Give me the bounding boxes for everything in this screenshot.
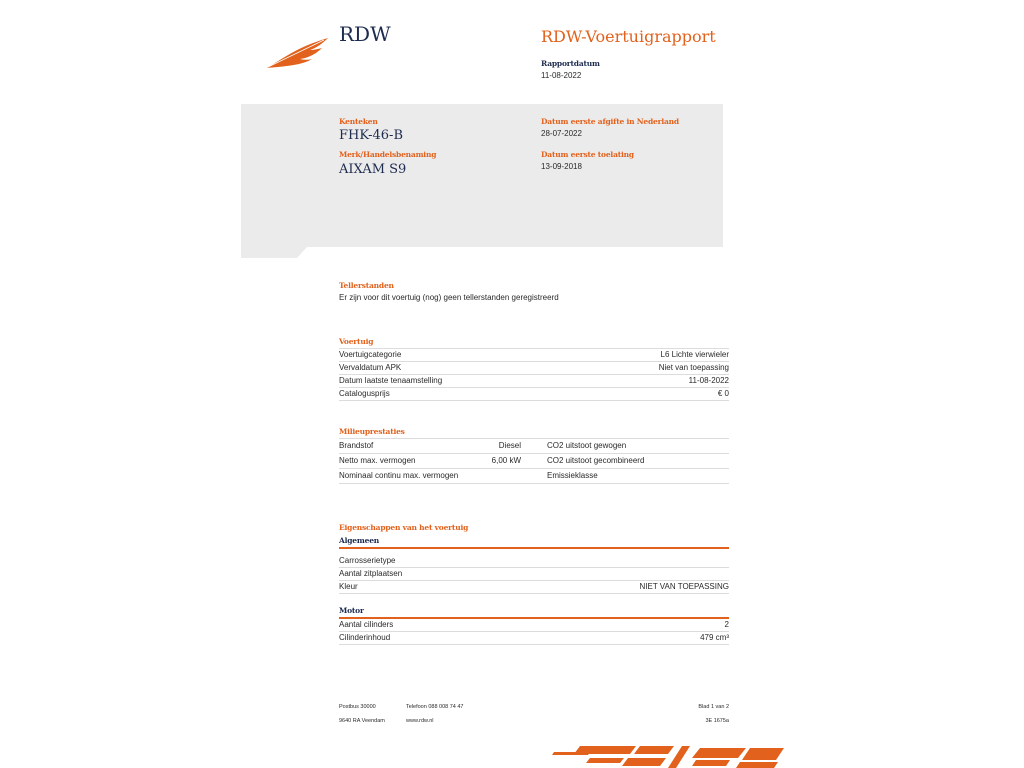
environment-row [339,454,729,469]
general-rule [339,547,729,549]
general-row [339,555,729,568]
footer-address-line1: Postbus 30000 [339,704,376,710]
environment-title: Milieuprestaties [339,427,405,436]
plate-value: FHK-46-B [339,128,404,143]
general-row-label: Carrosserietype [339,556,396,565]
general-row-label: Aantal zitplaatsen [339,569,403,578]
vehicle-row [339,362,729,375]
odometer-title: Tellerstanden [339,281,394,290]
general-subtitle: Algemeen [339,536,380,545]
footer-phone: Telefoon 088 008 74 47 [406,704,464,710]
motor-row-value: 2 [724,620,729,629]
first-admit-value: 13-09-2018 [541,162,582,171]
environment-row [339,469,729,484]
properties-title: Eigenschappen van het voertuig [339,523,469,532]
motor-row [339,619,729,632]
first-admit-label: Datum eerste toelating [541,150,634,159]
report-date: 11-08-2022 [541,71,582,80]
environment-row-label: Nominaal continu max. vermogen [339,471,459,480]
environment-row-label2: CO2 uitstoot gecombineerd [547,456,645,465]
decorative-stripes-icon [550,744,786,768]
vehicle-row-value: € 0 [717,389,729,398]
vehicle-row-label: Catalogusprijs [339,389,390,398]
environment-row-value: 6,00 kW [491,456,521,465]
vehicle-row [339,388,729,401]
environment-row-label: Netto max. vermogen [339,456,416,465]
environment-row-label2: CO2 uitstoot gewogen [547,441,627,450]
vehicle-row-label: Datum laatste tenaamstelling [339,376,443,385]
vehicle-row [339,349,729,362]
summary-panel-background [241,104,723,260]
vehicle-row-value: 11-08-2022 [688,376,729,385]
vehicle-row [339,375,729,388]
motor-row-label: Aantal cilinders [339,620,394,629]
vehicle-title: Voertuig [339,337,374,346]
first-nl-label: Datum eerste afgifte in Nederland [541,117,679,126]
vehicle-row-label: Voertuigcategorie [339,350,402,359]
report-title: RDW-Voertuigrapport [541,27,716,46]
motor-row [339,632,729,645]
report-date-label: Rapportdatum [541,59,600,68]
general-row-value: NIET VAN TOEPASSING [639,582,729,591]
motor-subtitle: Motor [339,606,364,615]
general-row-label: Kleur [339,582,358,591]
vehicle-row-label: Vervaldatum APK [339,363,402,372]
motor-row-value: 479 cm³ [700,633,729,642]
motor-row-label: Cilinderinhoud [339,633,391,642]
environment-row-label2: Emissieklasse [547,471,598,480]
general-row [339,581,729,594]
footer-address-line2: 9640 RA Veendam [339,718,385,724]
footer-doc-code: 3E 1675a [705,718,729,724]
first-nl-value: 28-07-2022 [541,129,582,138]
rdw-logo-feather-icon [264,34,332,70]
vehicle-row-value: L6 Lichte vierwieler [660,350,729,359]
make-label: Merk/Handelsbenaming [339,150,437,159]
general-row [339,568,729,581]
footer-page-number: Blad 1 van 2 [698,704,729,710]
environment-row [339,439,729,454]
brand-name: RDW [339,22,391,46]
make-value: AIXAM S9 [339,162,407,177]
environment-row-label: Brandstof [339,441,374,450]
environment-row-value: Diesel [498,441,521,450]
vehicle-row-value: Niet van toepassing [658,363,729,372]
plate-label: Kenteken [339,117,378,126]
odometer-text: Er zijn voor dit voertuig (nog) geen tellerstanden geregistreerd [339,293,559,302]
footer-website-link[interactable]: www.rdw.nl [406,718,434,724]
